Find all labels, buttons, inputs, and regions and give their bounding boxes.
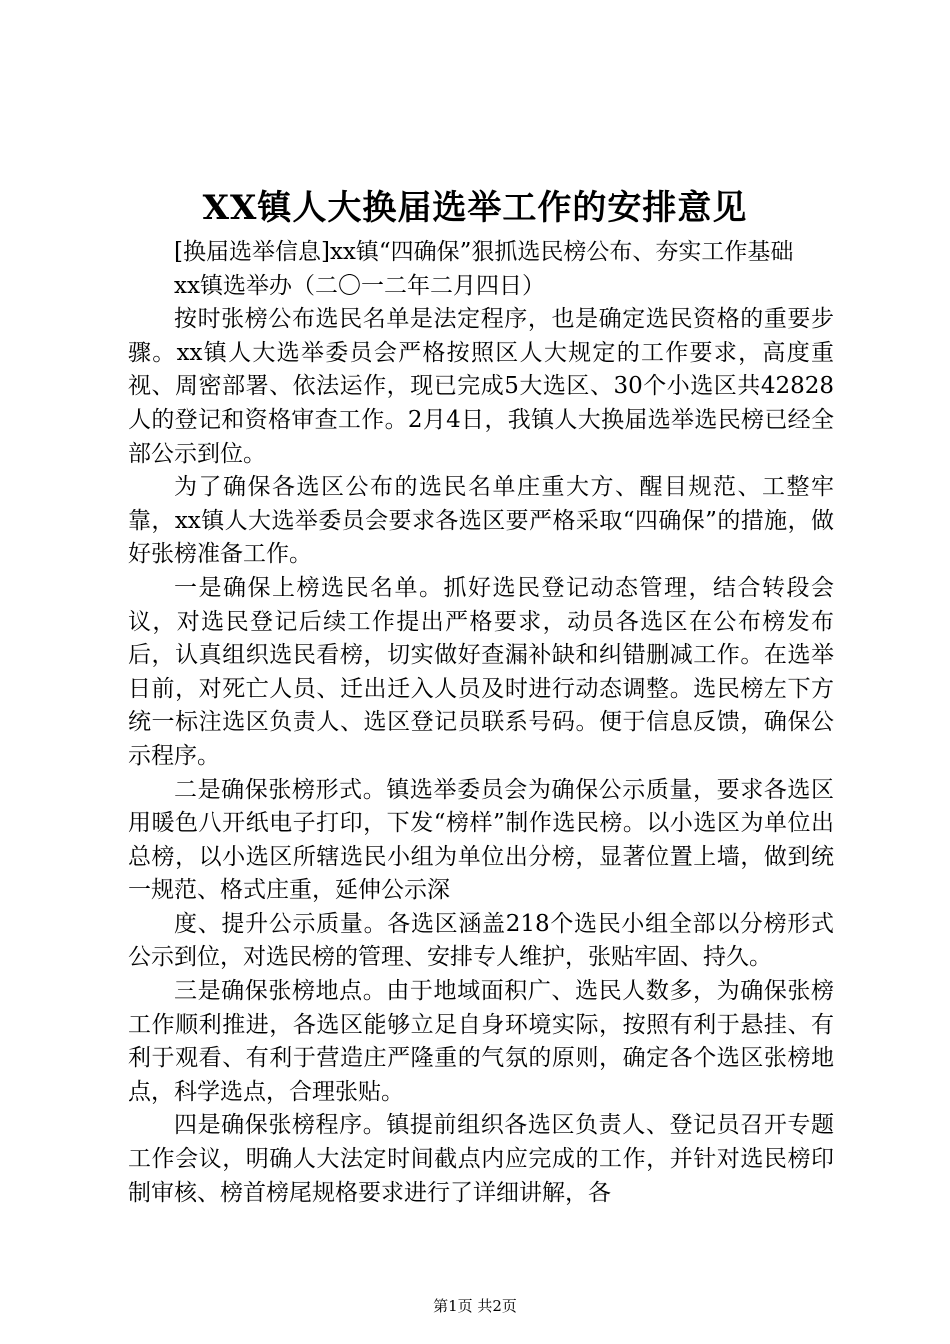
paragraph: 一是确保上榜选民名单。抓好选民登记动态管理，结合转段会议，对选民登记后续工作提出严格要求，动员各选区在公布榜发布后，认真组织选民看榜，切实做好查漏补缺和纠错删减工作。在选举日前，对死亡人员、迁出迁入人员及时进行动态调整。选民榜左下方统一标注选区负责人、选区登记员联系号码。便于信息反馈，确保公示程序。 <box>128 574 834 769</box>
paragraph: [换届选举信息]xx镇“四确保”狠抓选民榜公布、夯实工作基础 <box>174 239 794 265</box>
paragraph: 三是确保张榜地点。由于地域面积广、选民人数多，为确保张榜工作顺利推进，各选区能够立足自身环境实际，按照有利于悬挂、有利于观看、有利于营造庄严隆重的气氛的原则，确定各个选区张榜地点，科学选点，合理张贴。 <box>128 978 834 1105</box>
paragraph: xx镇选举办（二〇一二年二月四日） <box>174 272 545 299</box>
paragraph: 度、提升公示质量。各选区涵盖218个选民小组全部以分榜形式公示到位，对选民榜的管理、安排专人维护，张贴牢固、持久。 <box>128 910 834 971</box>
paragraph: 二是确保张榜形式。镇选举委员会为确保公示质量，要求各选区用暖色八开纸电子打印，下发“榜样”制作选民榜。以小选区为单位出总榜，以小选区所辖选民小组为单位出分榜，显著位置上墙，做到统一规范、格式庄重，延伸公示深 <box>128 776 834 904</box>
paragraph: 按时张榜公布选民名单是法定程序，也是确定选民资格的重要步骤。xx镇人大选举委员会严格按照区人大规定的工作要求，高度重视、周密部署、依法运作，现已完成5大选区、30个小选区共42828人的登记和资格审查工作。2月4日，我镇人大换届选举选民榜已经全部公示到位。 <box>128 306 834 467</box>
paragraph: 四是确保张榜程序。镇提前组织各选区负责人、登记员召开专题工作会议，明确人大法定时间截点内应完成的工作，并针对选民榜印制审核、榜首榜尾规格要求进行了详细讲解，各 <box>128 1112 834 1206</box>
page-number-footer: 第1页 共2页 <box>433 1297 517 1315</box>
document-body <box>128 236 834 1210</box>
paragraph: 为了确保各选区公布的选民名单庄重大方、醒目规范、工整牢靠，xx镇人大选举委员会要求各选区要严格采取“四确保”的措施，做好张榜准备工作。 <box>128 474 834 568</box>
document-title: XX镇人大换届选举工作的安排意见 <box>202 188 748 228</box>
